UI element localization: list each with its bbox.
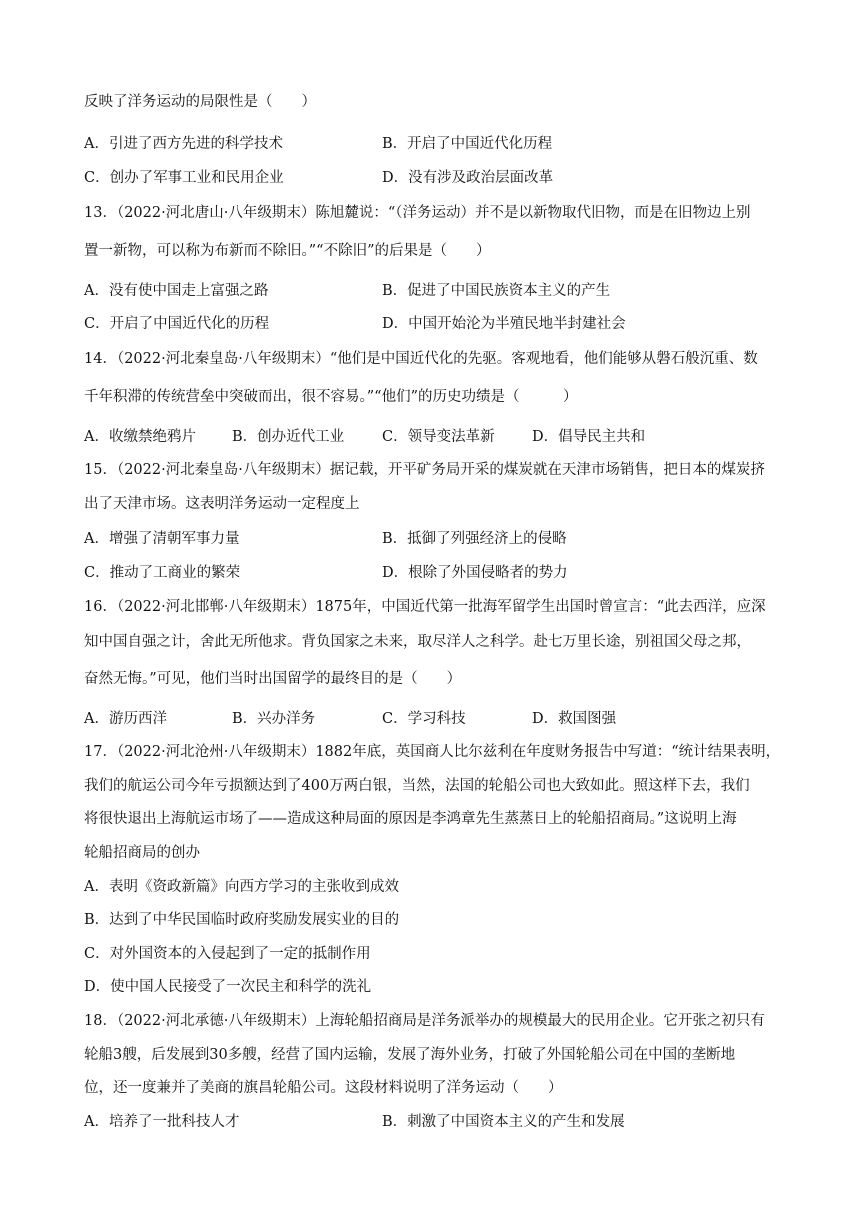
q13-option-a: A．没有使中国走上富强之路 [84,283,269,299]
q17-stem-line-2: 我们的航运公司今年亏损额达到了400万两白银，当然，法国的轮船公司也大致如此。照这样下去，我们 [84,778,750,794]
q13-stem-line-2: 置一新物，可以称为布新而不除旧。”“不除旧”的后果是（ ） [84,243,491,259]
q15-stem-line-1: 15．（2022·河北秦皇岛·八年级期末）据记载，开平矿务局开采的煤炭就在天津市场销售，把日本的煤炭挤 [84,462,765,478]
q18-option-a: A．培养了一批科技人才 [84,1114,240,1130]
q16-stem-line-2: 知中国自强之计，舍此无所他求。背负国家之未来，取尽洋人之科学。赴七万里长途，别祖国父母之邦， [84,634,751,650]
q12-option-a: A．引进了西方先进的科学技术 [84,136,283,152]
q14-option-a: A．收缴禁绝鸦片 [84,429,196,445]
q18-stem-line-3: 位，还一度兼并了美商的旗昌轮船公司。这段材料说明了洋务运动（ ） [84,1080,563,1096]
q17-option-a: A．表明《资政新篇》向西方学习的主张收到成效 [84,879,399,895]
q13-stem-line-1: 13．（2022·河北唐山·八年级期末）陈旭麓说：“（洋务运动）并不是以新物取代旧物，而是在旧物边上别 [84,205,751,221]
q17-stem-line-4: 轮船招商局的创办 [84,845,200,861]
q12-stem: 反映了洋务运动的局限性是（ ） [84,94,316,110]
q15-stem-line-2: 出了天津市场。这表明洋务运动一定程度上 [84,496,360,512]
q15-option-a: A．增强了清朝军事力量 [84,531,240,547]
q12-option-c: C．创办了军事工业和民用企业 [84,170,284,186]
q15-option-c: C．推动了工商业的繁荣 [84,565,241,581]
q15-option-b: B．抵御了列强经济上的侵略 [382,531,567,547]
q16-stem-line-3: 奋然无悔。”可见，他们当时出国留学的最终目的是（ ） [84,671,462,687]
q18-stem-line-2: 轮船3艘，后发展到30多艘，经营了国内运输，发展了海外业务，打破了外国轮船公司在中国的垄断地 [84,1047,736,1063]
q15-option-d: D．根除了外国侵略者的势力 [382,565,568,581]
q17-option-c: C．对外国资本的入侵起到了一定的抵制作用 [84,946,371,962]
q18-stem-line-1: 18．（2022·河北承德·八年级期末）上海轮船招商局是洋务派举办的规模最大的民用企业。它开张之初只有 [84,1013,765,1029]
q12-option-d: D．没有涉及政治层面改革 [382,170,554,186]
q13-option-d: D．中国开始沦为半殖民地半封建社会 [382,316,626,332]
q17-option-b: B．达到了中华民国临时政府奖励发展实业的目的 [84,912,400,928]
q16-option-b: B．兴办洋务 [232,711,316,727]
q17-stem-line-3: 将很快退出上海航运市场了——造成这种局面的原因是李鸿章先生蒸蒸日上的轮船招商局。”这说明上海 [84,811,737,827]
q13-option-b: B．促进了中国民族资本主义的产生 [382,283,611,299]
q16-option-d: D．救国图强 [532,711,617,727]
q14-option-b: B．创办近代工业 [232,429,345,445]
q17-stem-line-1: 17．（2022·河北沧州·八年级期末）1882年底，英国商人比尔兹利在年度财务报告中写道：“统计结果表明， [84,744,781,760]
q16-option-c: C．学习科技 [382,711,466,727]
q18-option-b: B．刺激了中国资本主义的产生和发展 [382,1114,625,1130]
q16-stem-line-1: 16．（2022·河北邯郸·八年级期末）1875年，中国近代第一批海军留学生出国时曾宣言：“此去西洋，应深 [84,599,766,615]
q12-option-b: B．开启了中国近代化历程 [382,136,553,152]
q17-option-d: D．使中国人民接受了一次民主和科学的洗礼 [84,979,372,995]
q14-stem-line-1: 14．（2022·河北秦皇岛·八年级期末）“他们是中国近代化的先驱。客观地看，他们能够从磐石般沉重、数 [84,351,758,367]
q14-option-d: D．倡导民主共和 [532,429,646,445]
q14-stem-line-2: 千年积滞的传统营垒中突破而出，很不容易。”“他们”的历史功绩是（ ） [84,389,578,405]
q14-option-c: C．领导变法革新 [382,429,495,445]
q13-option-c: C．开启了中国近代化的历程 [84,316,270,332]
q16-option-a: A．游历西洋 [84,711,167,727]
